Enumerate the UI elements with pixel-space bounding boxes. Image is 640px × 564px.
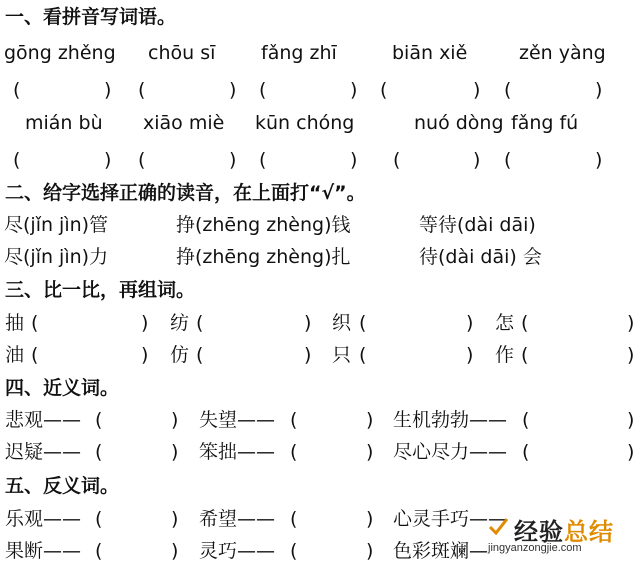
compare-char: 织 [332, 312, 352, 334]
check-mark-icon [488, 516, 508, 536]
section-2-heading: 二、给字选择正确的读音，在上面打“√”。 [5, 182, 366, 204]
watermark [488, 512, 638, 564]
answer-paren-open: ( [521, 344, 529, 366]
answer-paren-close: ) [366, 409, 374, 431]
pinyin-item: xiāo miè [143, 112, 225, 134]
compare-char: 只 [332, 344, 352, 366]
synonym-word: 迟疑—— [5, 441, 82, 463]
answer-paren-close: ) [350, 149, 358, 171]
antonym-word: 乐观—— [5, 508, 82, 530]
reading-choice: 待(dài dāi) 会 [419, 246, 542, 268]
reading-choice: 尽(jǐn jìn)管 [4, 214, 109, 236]
reading-choice: 挣(zhēng zhèng)扎 [176, 246, 351, 268]
answer-paren-open: ( [393, 149, 401, 171]
answer-paren-open: ( [290, 508, 298, 530]
answer-paren-close: ) [171, 409, 179, 431]
answer-paren-close: ) [304, 344, 312, 366]
answer-paren-open: ( [95, 540, 103, 562]
answer-paren-close: ) [627, 441, 635, 463]
answer-paren-open: ( [95, 441, 103, 463]
answer-paren-close: ) [473, 79, 481, 101]
answer-paren-open: ( [95, 508, 103, 530]
synonym-word: 悲观—— [5, 409, 82, 431]
answer-paren-open: ( [259, 79, 267, 101]
synonym-word: 生机勃勃—— [393, 409, 508, 431]
compare-char: 怎 [495, 312, 515, 334]
answer-paren-close: ) [366, 441, 374, 463]
answer-paren-close: ) [104, 79, 112, 101]
answer-paren-close: ) [466, 312, 474, 334]
reading-choice: 尽(jǐn jìn)力 [4, 246, 109, 268]
answer-paren-open: ( [13, 149, 21, 171]
synonym-word: 失望—— [199, 409, 276, 431]
reading-choice: 挣(zhēng zhèng)钱 [176, 214, 351, 236]
answer-paren-close: ) [171, 540, 179, 562]
pinyin-item: gōng zhěng [4, 42, 116, 64]
watermark-url: jingyanzongjie.com [488, 542, 582, 554]
antonym-word: 色彩斑斓— [393, 540, 489, 562]
answer-paren-close: ) [171, 441, 179, 463]
answer-paren-close: ) [141, 344, 149, 366]
antonym-word: 心灵手巧—— [393, 508, 508, 530]
answer-paren-open: ( [359, 312, 367, 334]
compare-char: 油 [5, 344, 25, 366]
compare-char: 作 [495, 344, 515, 366]
answer-paren-open: ( [31, 344, 39, 366]
answer-paren-open: ( [138, 149, 146, 171]
watermark-title-a: 经验 [514, 518, 564, 546]
answer-paren-close: ) [627, 344, 635, 366]
pinyin-item: chōu sī [148, 42, 216, 64]
section-3-heading: 三、比一比，再组词。 [5, 279, 196, 301]
answer-paren-close: ) [141, 312, 149, 334]
answer-paren-open: ( [290, 441, 298, 463]
synonym-word: 尽心尽力—— [393, 441, 508, 463]
answer-paren-open: ( [31, 312, 39, 334]
answer-paren-open: ( [504, 79, 512, 101]
answer-paren-open: ( [522, 441, 530, 463]
answer-paren-open: ( [504, 149, 512, 171]
pinyin-item: nuó dòng [414, 112, 504, 134]
answer-paren-open: ( [259, 149, 267, 171]
answer-paren-open: ( [13, 79, 21, 101]
answer-paren-close: ) [627, 312, 635, 334]
pinyin-item: kūn chóng [255, 112, 355, 134]
antonym-word: 灵巧—— [199, 540, 276, 562]
pinyin-item: biān xiě [392, 42, 468, 64]
answer-paren-close: ) [627, 409, 635, 431]
answer-paren-open: ( [196, 312, 204, 334]
section-5-heading: 五、反义词。 [5, 475, 120, 497]
compare-char: 仿 [170, 344, 190, 366]
answer-paren-open: ( [95, 409, 103, 431]
antonym-word: 果断—— [5, 540, 82, 562]
answer-paren-open: ( [138, 79, 146, 101]
answer-paren-close: ) [366, 540, 374, 562]
answer-paren-close: ) [350, 79, 358, 101]
compare-char: 抽 [5, 312, 25, 334]
answer-paren-close: ) [171, 508, 179, 530]
answer-paren-close: ) [595, 79, 603, 101]
answer-paren-close: ) [595, 149, 603, 171]
reading-choice: 等待(dài dāi) [419, 214, 536, 236]
answer-paren-open: ( [380, 79, 388, 101]
antonym-word: 希望—— [199, 508, 276, 530]
answer-paren-open: ( [521, 312, 529, 334]
section-1-heading: 一、看拼音写词语。 [5, 6, 177, 28]
answer-paren-open: ( [359, 344, 367, 366]
synonym-word: 笨拙—— [199, 441, 276, 463]
answer-paren-close: ) [229, 149, 237, 171]
answer-paren-open: ( [196, 344, 204, 366]
answer-paren-open: ( [522, 409, 530, 431]
answer-paren-close: ) [466, 344, 474, 366]
pinyin-item: fǎng zhī [261, 42, 337, 64]
watermark-title-b: 总结 [564, 518, 614, 546]
section-4-heading: 四、近义词。 [5, 377, 120, 399]
answer-paren-close: ) [104, 149, 112, 171]
compare-char: 纺 [170, 312, 190, 334]
pinyin-item: fǎng fú [511, 112, 579, 134]
pinyin-item: mián bù [25, 112, 103, 134]
answer-paren-open: ( [290, 540, 298, 562]
answer-paren-close: ) [473, 149, 481, 171]
answer-paren-close: ) [304, 312, 312, 334]
answer-paren-close: ) [229, 79, 237, 101]
answer-paren-open: ( [290, 409, 298, 431]
pinyin-item: zěn yàng [519, 42, 606, 64]
answer-paren-close: ) [366, 508, 374, 530]
